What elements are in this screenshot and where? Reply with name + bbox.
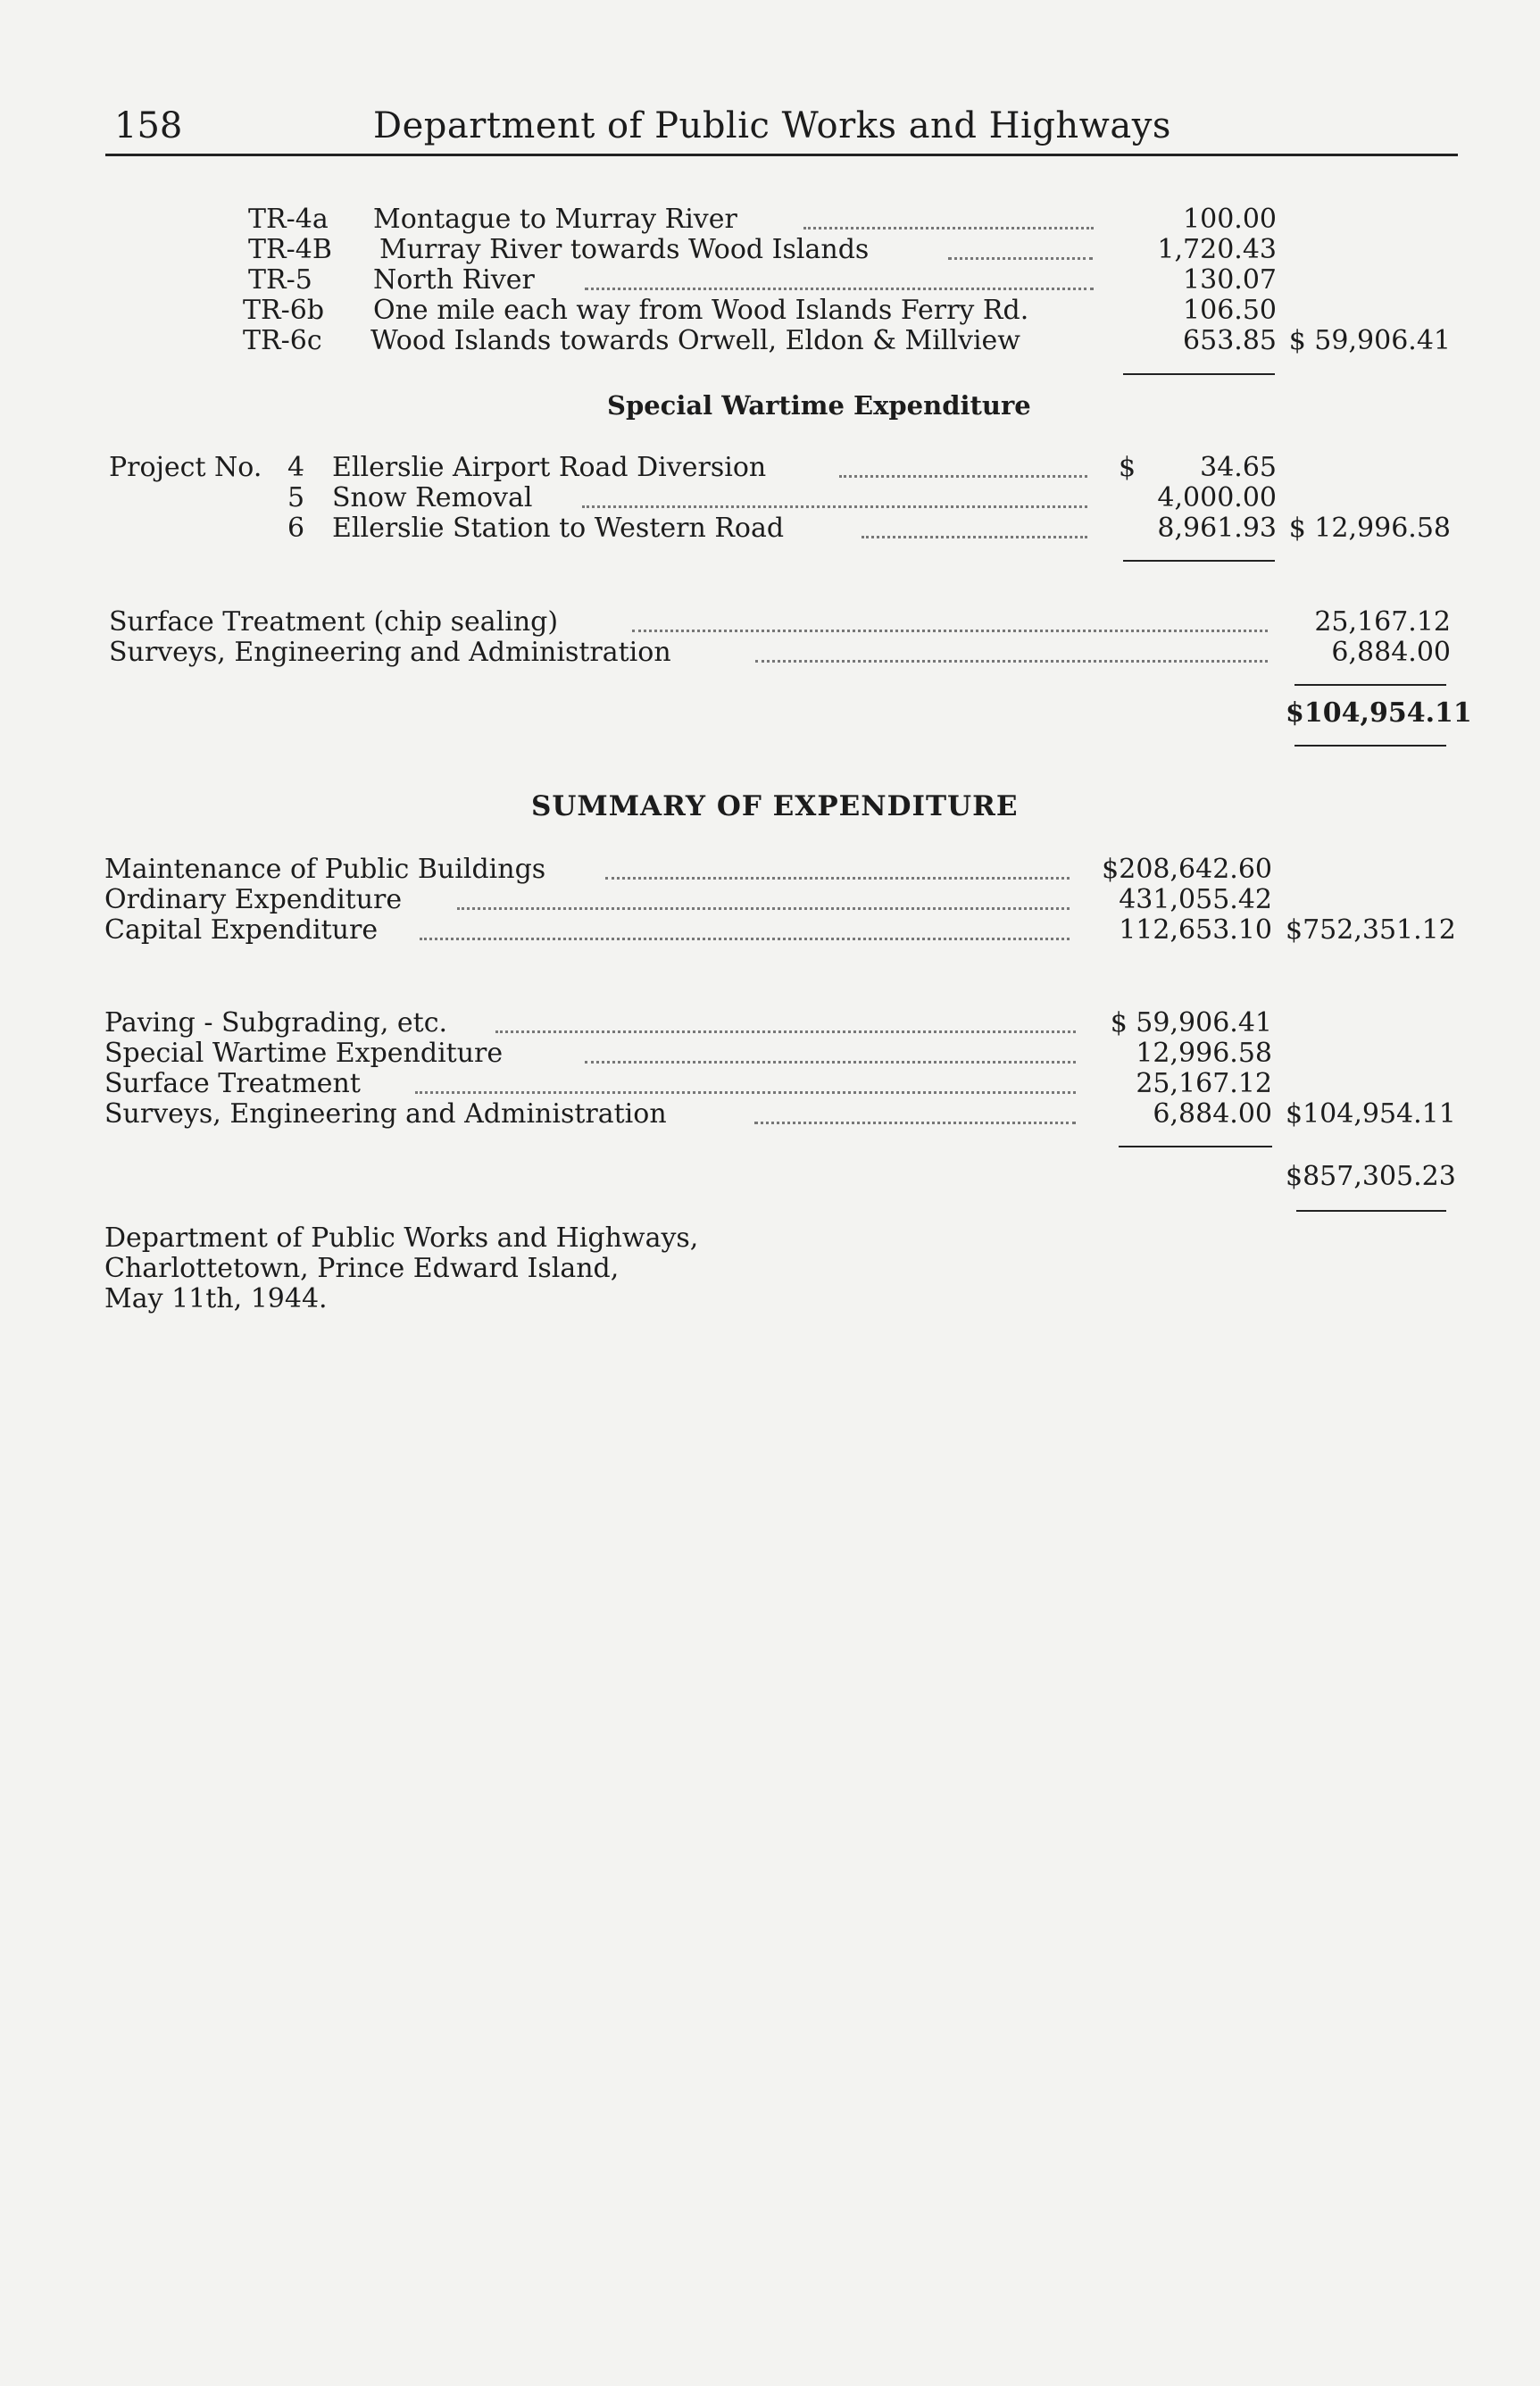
dot-leader [839, 475, 1087, 478]
dot-leader [582, 505, 1087, 508]
total-rule [1294, 745, 1446, 747]
wartime-item-amount: 34.65 [1200, 452, 1277, 483]
page-title: Department of Public Works and Highways [373, 105, 1171, 146]
total-rule [1294, 684, 1446, 686]
paving-item-amount: 130.07 [1183, 264, 1277, 296]
dot-leader [632, 630, 1268, 632]
wartime-item-desc: Ellerslie Station to Western Road [332, 513, 785, 544]
dot-leader [862, 536, 1087, 538]
paving-item-desc: North River [373, 264, 535, 296]
paving-item-code: TR-5 [248, 264, 312, 296]
dot-leader [420, 938, 1070, 940]
subtotal-rule [1123, 373, 1275, 375]
dot-leader [415, 1091, 1076, 1094]
summary-item-desc: Ordinary Expenditure [104, 884, 403, 915]
paving-item-amount: 106.50 [1183, 295, 1277, 326]
footer-department: Department of Public Works and Highways, [104, 1222, 699, 1254]
wartime-item-desc: Ellerslie Airport Road Diversion [332, 452, 767, 483]
dot-leader [457, 907, 1070, 910]
wartime-total: $ 12,996.58 [1288, 513, 1451, 544]
summary-item-desc: Capital Expenditure [104, 914, 379, 946]
project-label: Project No. [109, 452, 262, 483]
summary-item-desc: Surveys, Engineering and Administration [104, 1098, 667, 1130]
summary-item-amount: 12,996.58 [1136, 1038, 1272, 1069]
project-number: 4 [287, 452, 305, 483]
summary-item-amount: 431,055.42 [1119, 884, 1272, 915]
dot-leader [948, 257, 1093, 260]
dot-leader [605, 877, 1070, 880]
currency-symbol: $ [1119, 452, 1136, 483]
paving-item-amount: 1,720.43 [1157, 234, 1277, 265]
other-item-desc: Surface Treatment (chip sealing) [109, 606, 559, 638]
summary-item-amount: 6,884.00 [1153, 1098, 1272, 1130]
paving-item-code: TR-6c [243, 325, 322, 356]
footer-date: May 11th, 1944. [104, 1283, 328, 1314]
paving-item-amount: 653.85 [1183, 325, 1277, 356]
dot-leader [803, 227, 1094, 229]
dot-leader [755, 660, 1268, 663]
summary-item-desc: Paving - Subgrading, etc. [104, 1007, 448, 1039]
other-item-amount: 6,884.00 [1331, 637, 1451, 668]
dot-leader [585, 288, 1094, 290]
paving-item-desc: Wood Islands towards Orwell, Eldon & Millview [370, 325, 1020, 356]
paving-item-code: TR-4B [248, 234, 332, 265]
section-total: $104,954.11 [1286, 697, 1472, 729]
paving-item-code: TR-6b [243, 295, 325, 326]
summary-item-amount: 112,653.10 [1119, 914, 1272, 946]
summary-group-1-total: $752,351.12 [1286, 914, 1456, 946]
summary-group-2-total: $104,954.11 [1286, 1098, 1456, 1130]
paving-item-amount: 100.00 [1183, 204, 1277, 235]
summary-item-desc: Maintenance of Public Buildings [104, 854, 546, 885]
other-item-desc: Surveys, Engineering and Administration [109, 637, 671, 668]
dot-leader [495, 1030, 1076, 1033]
summary-item-amount: 25,167.12 [1136, 1068, 1272, 1099]
wartime-item-amount: 4,000.00 [1157, 482, 1277, 513]
grand-total: $857,305.23 [1286, 1161, 1456, 1192]
dot-leader [754, 1122, 1076, 1124]
header-rule [105, 154, 1458, 156]
wartime-item-amount: 8,961.93 [1157, 513, 1277, 544]
paving-item-desc: One mile each way from Wood Islands Ferry Rd. [373, 295, 1029, 326]
summary-item-amount: $208,642.60 [1102, 854, 1272, 885]
summary-item-amount: $ 59,906.41 [1110, 1007, 1272, 1039]
wartime-item-desc: Snow Removal [332, 482, 533, 513]
summary-item-desc: Surface Treatment [104, 1068, 361, 1099]
paving-item-code: TR-4a [248, 204, 329, 235]
project-number: 5 [287, 482, 305, 513]
grand-total-rule [1296, 1210, 1446, 1212]
summary-heading: SUMMARY OF EXPENDITURE [531, 790, 1019, 822]
paving-total: $ 59,906.41 [1288, 325, 1451, 356]
project-number: 6 [287, 513, 305, 544]
summary-item-desc: Special Wartime Expenditure [104, 1038, 504, 1069]
dot-leader [585, 1061, 1076, 1064]
wartime-heading: Special Wartime Expenditure [607, 390, 1031, 421]
page-number: 158 [114, 105, 183, 146]
footer-location: Charlottetown, Prince Edward Island, [104, 1253, 620, 1284]
subtotal-rule [1119, 1146, 1272, 1147]
subtotal-rule [1123, 560, 1275, 562]
other-item-amount: 25,167.12 [1314, 606, 1451, 638]
paving-item-desc: Montague to Murray River [373, 204, 737, 235]
paving-item-desc: Murray River towards Wood Islands [379, 234, 870, 265]
